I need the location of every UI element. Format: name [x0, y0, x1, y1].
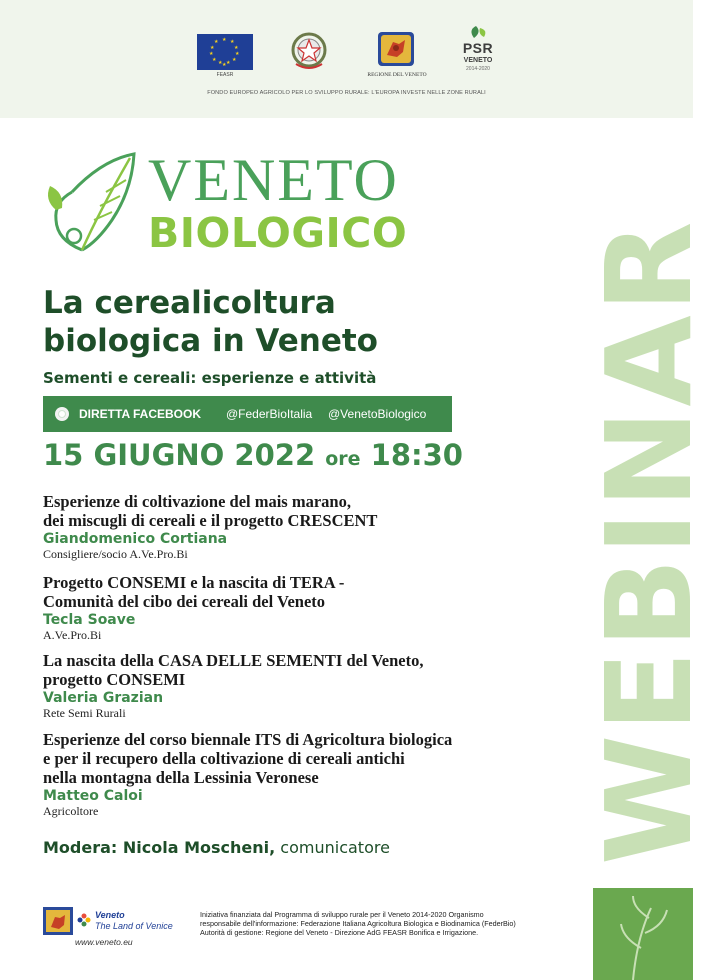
- handle-venetobiologico[interactable]: @VenetoBiologico: [328, 407, 427, 421]
- veneto-land-logo: [43, 907, 183, 937]
- funding-note: [200, 910, 580, 937]
- title-line-1: La cerealicoltura: [43, 285, 336, 321]
- talk-affiliation: A.Ve.Pro.Bi: [43, 628, 102, 642]
- talk-speaker: Matteo Caloi: [43, 788, 143, 804]
- talk-item: [43, 651, 583, 720]
- event-date: [43, 437, 463, 477]
- funding-note-line: responsabile dell'informazione: Federazione Italiana Agricoltura Biologica e Biodinamica (FederBio): [200, 919, 516, 928]
- event-ore: ore: [325, 448, 361, 470]
- talk-title: e per il recupero della coltivazione di cereali antichi: [43, 749, 405, 768]
- psr-years: 2014-2020: [466, 66, 490, 72]
- flower-icon: [77, 913, 91, 927]
- handle-federbio[interactable]: @FederBioItalia: [226, 407, 313, 421]
- talk-speaker: Giandomenico Cortiana: [43, 531, 228, 547]
- moderator-line: [43, 838, 390, 857]
- live-dot-icon: [55, 407, 69, 421]
- talk-title: La nascita della CASA DELLE SEMENTI del Veneto,: [43, 651, 424, 670]
- talk-item: [43, 492, 583, 561]
- talk-affiliation: Consigliere/socio A.Ve.Pro.Bi: [43, 547, 188, 561]
- lion-crest-icon: [43, 907, 73, 935]
- psr-subtitle: VENETO: [463, 57, 493, 64]
- veneto-brand-name: Veneto: [95, 910, 125, 920]
- funding-note-line: Autorità di gestione: Regione del Veneto - Direzione AdG FEASR Bonifica e Irrigazione.: [200, 928, 479, 937]
- veneto-brand-sub: The Land of Venice: [95, 921, 173, 931]
- event-time: 18:30: [370, 438, 463, 472]
- veneto-lion-icon: [375, 30, 417, 68]
- moderator-role: comunicatore: [275, 838, 390, 857]
- talk-affiliation: Rete Semi Rurali: [43, 706, 126, 720]
- talk-title: Comunità del cibo dei cereali del Veneto: [43, 592, 326, 611]
- talk-affiliation: Agricoltore: [43, 804, 99, 818]
- webinar-vertical-label: WEBINAR: [580, 218, 718, 865]
- talk-title: progetto CONSEMI: [43, 670, 186, 689]
- moderator-name: Modera: Nicola Moscheni,: [43, 838, 276, 857]
- brand-veneto: VENETO: [148, 147, 399, 213]
- eu-label: FEASR: [216, 72, 234, 78]
- title-line-2: biologica in Veneto: [43, 323, 378, 359]
- brand-biologico: BIOLOGICO: [148, 209, 408, 257]
- talk-title: Esperienze del corso biennale ITS di Agricoltura biologica: [43, 730, 453, 749]
- talk-item: [43, 573, 583, 642]
- veneto-biologico-leaf-icon: [42, 150, 142, 260]
- talk-title: Progetto CONSEMI e la nascita di TERA -: [43, 573, 345, 592]
- region-label: REGIONE DEL VENETO: [367, 72, 427, 78]
- live-label: DIRETTA FACEBOOK: [79, 407, 201, 421]
- facebook-live-bar: [43, 396, 452, 432]
- talk-title: Esperienze di coltivazione del mais marano,: [43, 492, 351, 511]
- talk-speaker: Tecla Soave: [43, 612, 136, 628]
- eu-flag-icon: ★ ★ ★ ★ ★ ★ ★ ★ ★ ★ ★ ★: [197, 34, 253, 70]
- talk-title: nella montagna della Lessinia Veronese: [43, 768, 319, 787]
- page-title: [43, 284, 563, 360]
- italian-emblem-icon: [288, 30, 330, 72]
- psr-title: PSR: [462, 40, 494, 56]
- talk-item: [43, 730, 583, 818]
- talk-speaker: Valeria Grazian: [43, 690, 164, 706]
- event-day: 15 GIUGNO 2022: [43, 438, 316, 472]
- page-subtitle: Sementi e cereali: esperienze e attività: [43, 369, 377, 387]
- fund-tagline: FONDO EUROPEO AGRICOLO PER LO SVILUPPO RURALE: L'EUROPA INVESTE NELLE ZONE RURALI: [207, 90, 486, 96]
- talk-title: dei miscugli di cereali e il progetto CRESCENT: [43, 511, 378, 530]
- veneto-url-link[interactable]: www.veneto.eu: [75, 937, 133, 947]
- funding-note-line: Iniziativa finanziata dal Programma di sviluppo rurale per il Veneto 2014-2020 Organismo: [200, 910, 484, 919]
- header-band: [0, 0, 693, 118]
